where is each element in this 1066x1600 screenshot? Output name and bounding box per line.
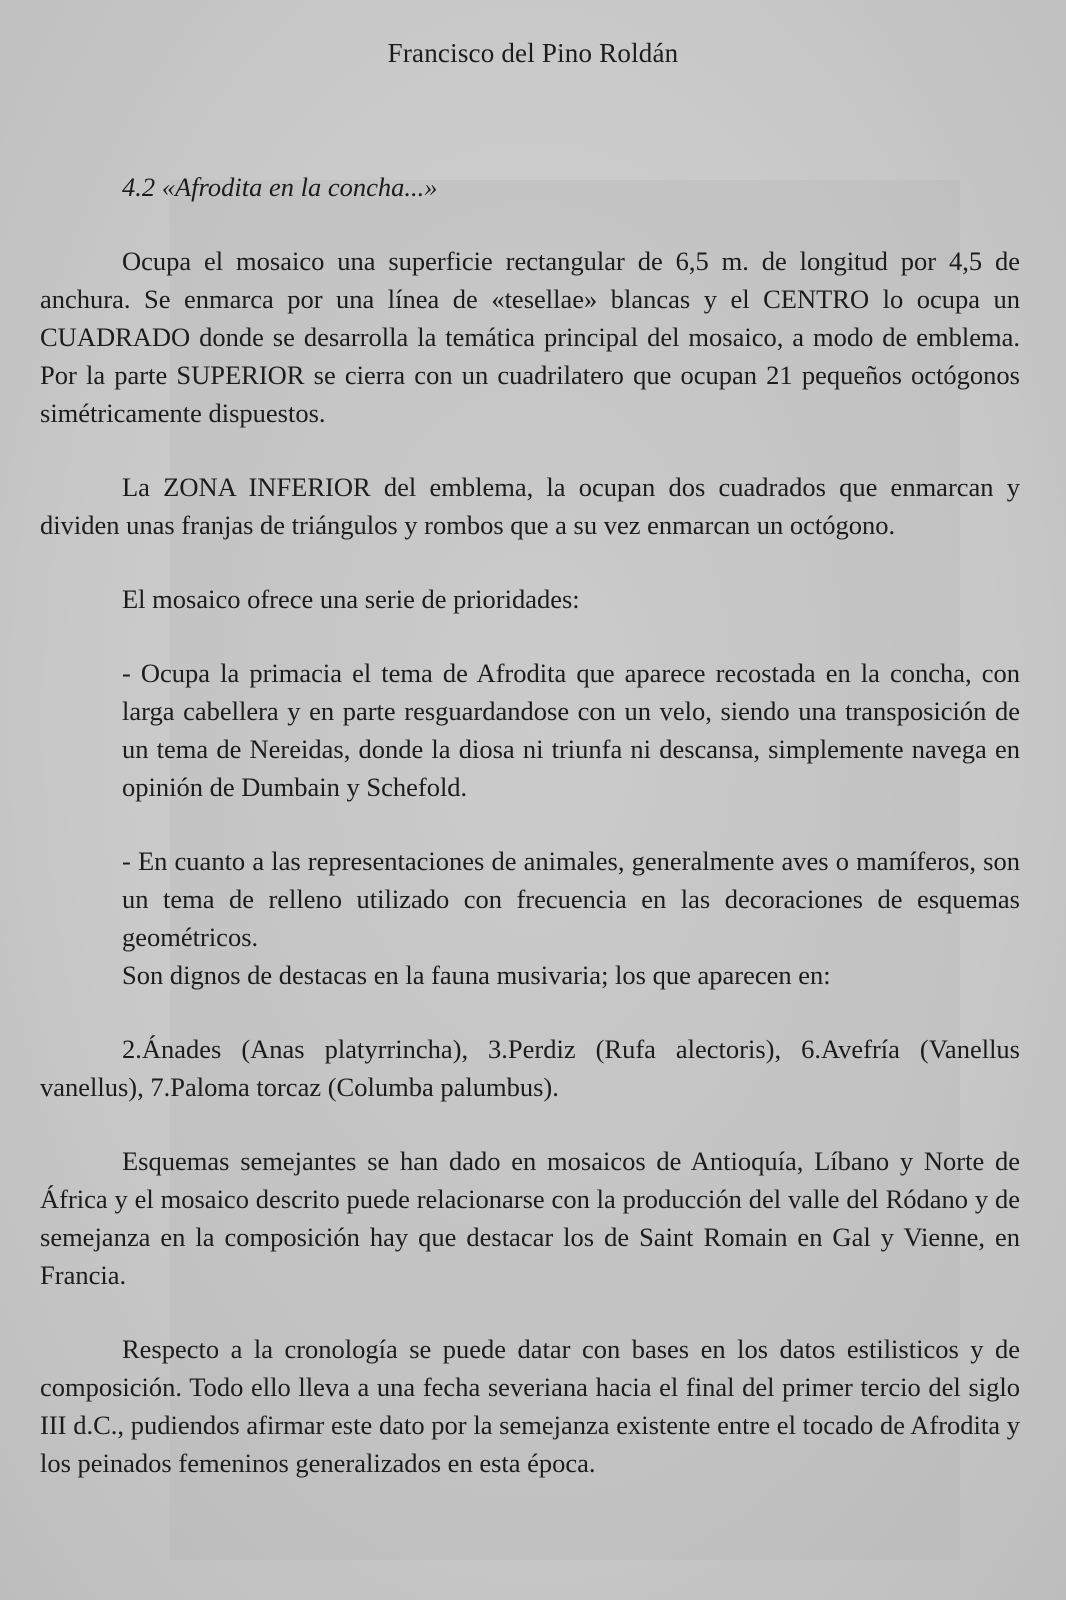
page-body bbox=[40, 168, 1020, 1518]
running-header: Francisco del Pino Roldán bbox=[387, 38, 679, 68]
section-heading: 4.2 «Afrodita en la concha...» bbox=[122, 172, 438, 202]
paragraph-aphrodite-item: - Ocupa la primacia el tema de Afrodita que aparece recostada en la concha, con larga cabellera y en parte resguardandose con un velo, siendo una transposición de un tema de Nereidas, donde la diosa ni triunfa ni descansa, simplemente navega en opinión de Dumbain y Schefold. bbox=[122, 658, 1020, 802]
paragraph-fauna-intro: Son dignos de destacas en la fauna musivaria; los que aparecen en: bbox=[122, 960, 831, 990]
paragraph-dimensions: Ocupa el mosaico una superficie rectangular de 6,5 m. de longitud por 4,5 de anchura. Se enmarca por una línea de «tesellae» blancas y el CENTRO lo ocupa un CUADRADO donde se desarrolla la temática principal del mosaico, a modo de emblema. Por la parte SUPERIOR se cierra con un cuadrilatero que ocupan 21 pequeños octógonos simétricamente dispuestos. bbox=[40, 246, 1020, 428]
paragraph-lower-zone: La ZONA INFERIOR del emblema, la ocupan dos cuadrados que enmarcan y dividen unas franjas de triángulos y rombos que a su vez enmarcan un octógono. bbox=[40, 472, 1020, 540]
paragraph-priorities-intro: El mosaico ofrece una serie de prioridades: bbox=[122, 584, 580, 614]
paragraph-similar-schemes: Esquemas semejantes se han dado en mosaicos de Antioquía, Líbano y Norte de África y el mosaico descrito puede relacionarse con la producción del valle del Ródano y de semejanza en la composición hay que destacar los de Saint Romain en Gal y Vienne, en Francia. bbox=[40, 1146, 1020, 1290]
paragraph-animals-item: - En cuanto a las representaciones de animales, generalmente aves o mamíferos, son un tema de relleno utilizado con frecuencia en las decoraciones de esquemas geométricos. bbox=[122, 846, 1020, 952]
paragraph-species-list: 2.Ánades (Anas platyrrincha), 3.Perdiz (Rufa alectoris), 6.Avefría (Vanellus vanellus), 7.Paloma torcaz (Columba palumbus). bbox=[40, 1034, 1020, 1102]
paragraph-chronology: Respecto a la cronología se puede datar con bases en los datos estilisticos y de composición. Todo ello lleva a una fecha severiana hacia el final del primer tercio del siglo III d.C., pudiendos afirmar este dato por la semejanza existente entre el tocado de Afrodita y los peinados femeninos generalizados en esta época. bbox=[40, 1334, 1020, 1478]
